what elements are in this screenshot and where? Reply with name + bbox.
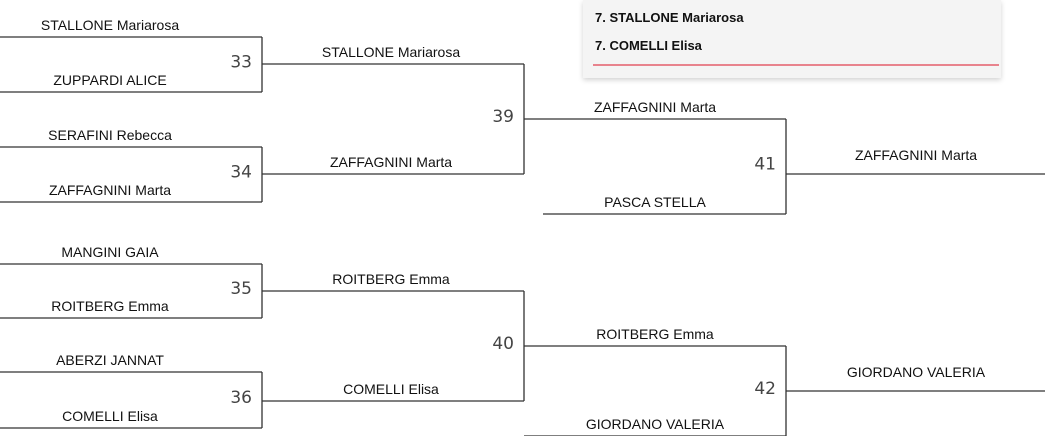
player-name: ZAFFAGNINI Marta [329, 154, 453, 170]
player-name: ZAFFAGNINI Marta [593, 99, 717, 115]
match-number: 42 [754, 379, 776, 399]
standings-panel [583, 0, 1001, 78]
standings-divider [593, 64, 999, 66]
match-number: 34 [230, 162, 252, 183]
match-number: 36 [230, 388, 252, 408]
player-name: GIORDANO VALERIA [585, 416, 725, 432]
player-name: ROITBERG Emma [596, 326, 714, 342]
match-number: 39 [492, 107, 514, 127]
winner-name: GIORDANO VALERIA [846, 364, 986, 380]
player-name: ZUPPARDI ALICE [53, 72, 167, 88]
player-name: STALLONE Mariarosa [321, 44, 461, 60]
standing-entry: 7. COMELLI Elisa [595, 38, 702, 53]
match-number: 33 [230, 52, 252, 73]
player-name: ROITBERG Emma [332, 271, 450, 287]
player-name: COMELLI Elisa [62, 408, 158, 424]
match-number: 41 [754, 154, 776, 175]
player-name: MANGINI GAIA [61, 244, 159, 260]
player-name: ABERZI JANNAT [56, 352, 164, 368]
player-name: ROITBERG Emma [51, 298, 169, 314]
match-number: 35 [230, 279, 252, 299]
player-name: COMELLI Elisa [343, 381, 439, 397]
winner-name: ZAFFAGNINI Marta [854, 147, 978, 163]
player-name: STALLONE Mariarosa [40, 17, 180, 33]
player-name: PASCA STELLA [604, 194, 706, 210]
player-name: SERAFINI Rebecca [48, 127, 172, 143]
match-number: 40 [492, 334, 514, 354]
standing-entry: 7. STALLONE Mariarosa [595, 10, 744, 25]
player-name: ZAFFAGNINI Marta [48, 182, 172, 198]
